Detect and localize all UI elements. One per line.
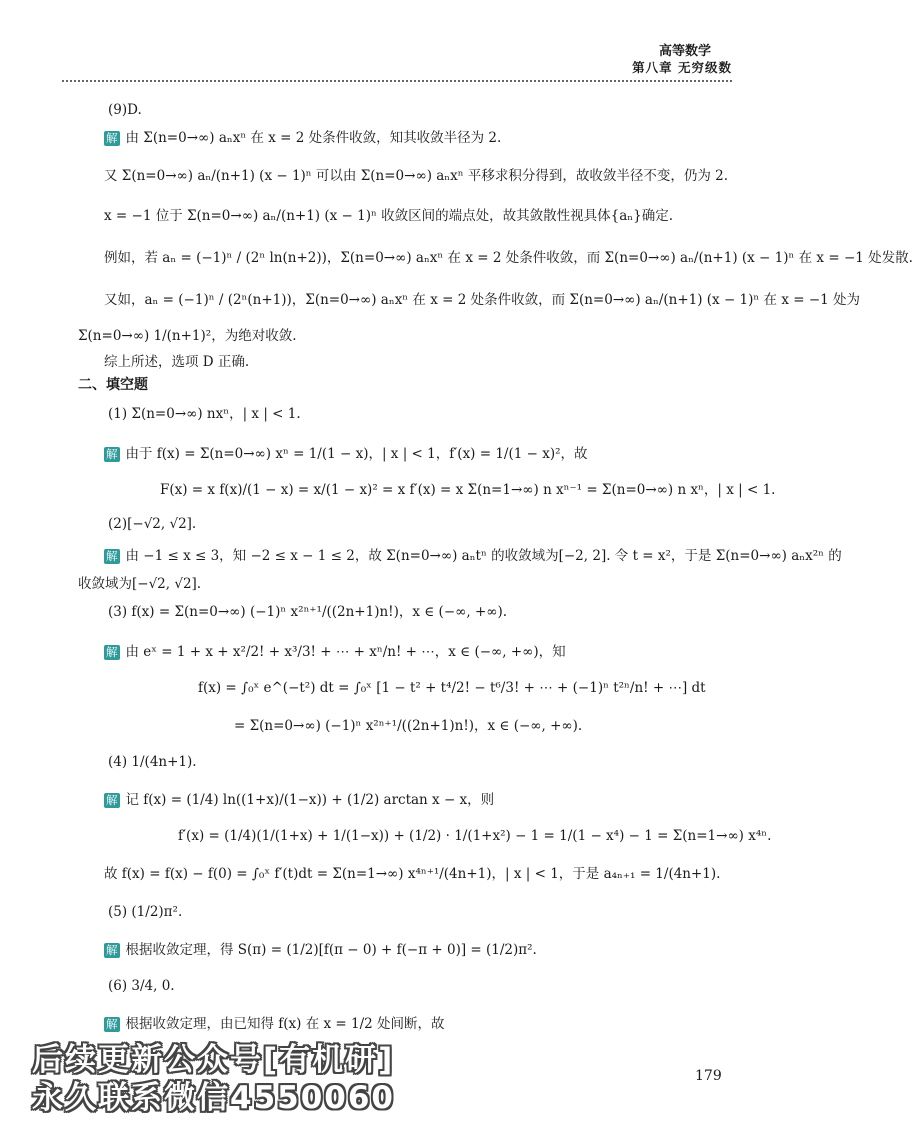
answer-1: (1) Σ(n=0→∞) nxⁿ，| x | < 1.	[108, 406, 301, 422]
solution-text: 根据收敛定理，得 S(π) = (1/2)[f(π − 0) + f(−π + 0)] = (1/2)π².	[125, 942, 537, 958]
text-line: 又 Σ(n=0→∞) aₙ/(n+1) (x − 1)ⁿ 可以由 Σ(n=0→∞) aₙxⁿ 平移求积分得到，故收敛半径不变，仍为 2.	[104, 168, 729, 184]
solution-line	[104, 642, 566, 662]
solution-text: 记 f(x) = (1/4) ln((1+x)/(1−x)) + (1/2) arctan x − x，则	[125, 792, 495, 808]
text-line: Σ(n=0→∞) 1/(n+1)²，为绝对收敛.	[78, 328, 297, 344]
solution-line	[104, 1014, 445, 1034]
solution-text: 由 −1 ≤ x ≤ 3，知 −2 ≤ x − 1 ≤ 2，故 Σ(n=0→∞) aₙtⁿ 的收敛域为[−2, 2]. 令 t = x²，于是 Σ(n=0→∞) aₙx²ⁿ 的	[125, 548, 842, 564]
answer-6: (6) 3/4, 0.	[108, 978, 175, 994]
answer-4: (4) 1/(4n+1).	[108, 754, 197, 770]
text-line: 综上所述，选项 D 正确.	[104, 354, 250, 370]
answer-2: (2)[−√2, √2].	[108, 516, 197, 532]
answer-9: (9)D.	[108, 102, 142, 118]
text-line: x = −1 位于 Σ(n=0→∞) aₙ/(n+1) (x − 1)ⁿ 收敛区间的端点处，故其敛散性视具体{aₙ}确定.	[104, 208, 673, 224]
formula-line: f′(x) = (1/4)(1/(1+x) + 1/(1−x)) + (1/2) · 1/(1+x²) − 1 = 1/(1 − x⁴) − 1 = Σ(n=1→∞) x⁴ⁿ.	[178, 828, 772, 844]
solution-badge: 解	[106, 943, 118, 957]
answer-3: (3) f(x) = Σ(n=0→∞) (−1)ⁿ x²ⁿ⁺¹/((2n+1)n!)，x ∈ (−∞, +∞).	[108, 604, 508, 620]
solution-line	[104, 128, 501, 148]
text-line: 收敛域为[−√2, √2].	[78, 576, 202, 592]
section-heading: 二、填空题	[78, 377, 148, 393]
solution-text: 由 Σ(n=0→∞) aₙxⁿ 在 x = 2 处条件收敛，知其收敛半径为 2.	[125, 130, 502, 146]
solution-text: 由 eˣ = 1 + x + x²/2! + x³/3! + ⋯ + xⁿ/n! + ⋯，x ∈ (−∞, +∞)，知	[125, 644, 566, 660]
solution-badge: 解	[106, 447, 118, 461]
page-number: 179	[695, 1068, 722, 1084]
solution-badge: 解	[106, 645, 118, 659]
text-line: 例如，若 aₙ = (−1)ⁿ / (2ⁿ ln(n+2))，Σ(n=0→∞) aₙxⁿ 在 x = 2 处条件收敛，而 Σ(n=0→∞) aₙ/(n+1) (x − 1)ⁿ 在 x = −1 处发散.	[104, 250, 913, 266]
watermark-line-2: 永久联系微信4550060	[32, 1080, 395, 1116]
header-rule	[62, 80, 732, 82]
solution-badge: 解	[106, 793, 118, 807]
solution-text: 根据收敛定理，由已知得 f(x) 在 x = 1/2 处间断，故	[125, 1016, 445, 1032]
text-line: 又如，aₙ = (−1)ⁿ / (2ⁿ(n+1))，Σ(n=0→∞) aₙxⁿ 在 x = 2 处条件收敛，而 Σ(n=0→∞) aₙ/(n+1) (x − 1)ⁿ 在 x = −1 处为	[104, 292, 861, 308]
solution-text: 由于 f(x) = Σ(n=0→∞) xⁿ = 1/(1 − x)，| x | < 1，f′(x) = 1/(1 − x)²，故	[125, 446, 588, 462]
formula-line: F(x) = x f(x)/(1 − x) = x/(1 − x)² = x f′(x) = x Σ(n=1→∞) n xⁿ⁻¹ = Σ(n=0→∞) n xⁿ，| x | < 1.	[160, 482, 776, 498]
solution-line	[104, 790, 494, 810]
chapter-title: 第八章 无穷级数	[632, 60, 732, 75]
watermark-line-1: 后续更新公众号[有机研]	[32, 1042, 395, 1078]
solution-line	[104, 444, 588, 464]
answer-5: (5) (1/2)π².	[108, 904, 183, 920]
solution-line	[104, 940, 537, 960]
solution-badge: 解	[106, 131, 118, 145]
formula-line: = Σ(n=0→∞) (−1)ⁿ x²ⁿ⁺¹/((2n+1)n!)，x ∈ (−∞, +∞).	[234, 718, 583, 734]
formula-line: f(x) = ∫₀ˣ e^(−t²) dt = ∫₀ˣ [1 − t² + t⁴/2! − t⁶/3! + ⋯ + (−1)ⁿ t²ⁿ/n! + ⋯] dt	[198, 680, 706, 696]
text-line: 故 f(x) = f(x) − f(0) = ∫₀ˣ f′(t)dt = Σ(n=1→∞) x⁴ⁿ⁺¹/(4n+1)，| x | < 1，于是 a₄ₙ₊₁ = 1/(4n+1).	[104, 866, 721, 882]
book-title: 高等数学	[658, 44, 711, 59]
solution-line	[104, 546, 842, 566]
solution-badge: 解	[106, 549, 118, 563]
solution-badge: 解	[106, 1017, 118, 1031]
